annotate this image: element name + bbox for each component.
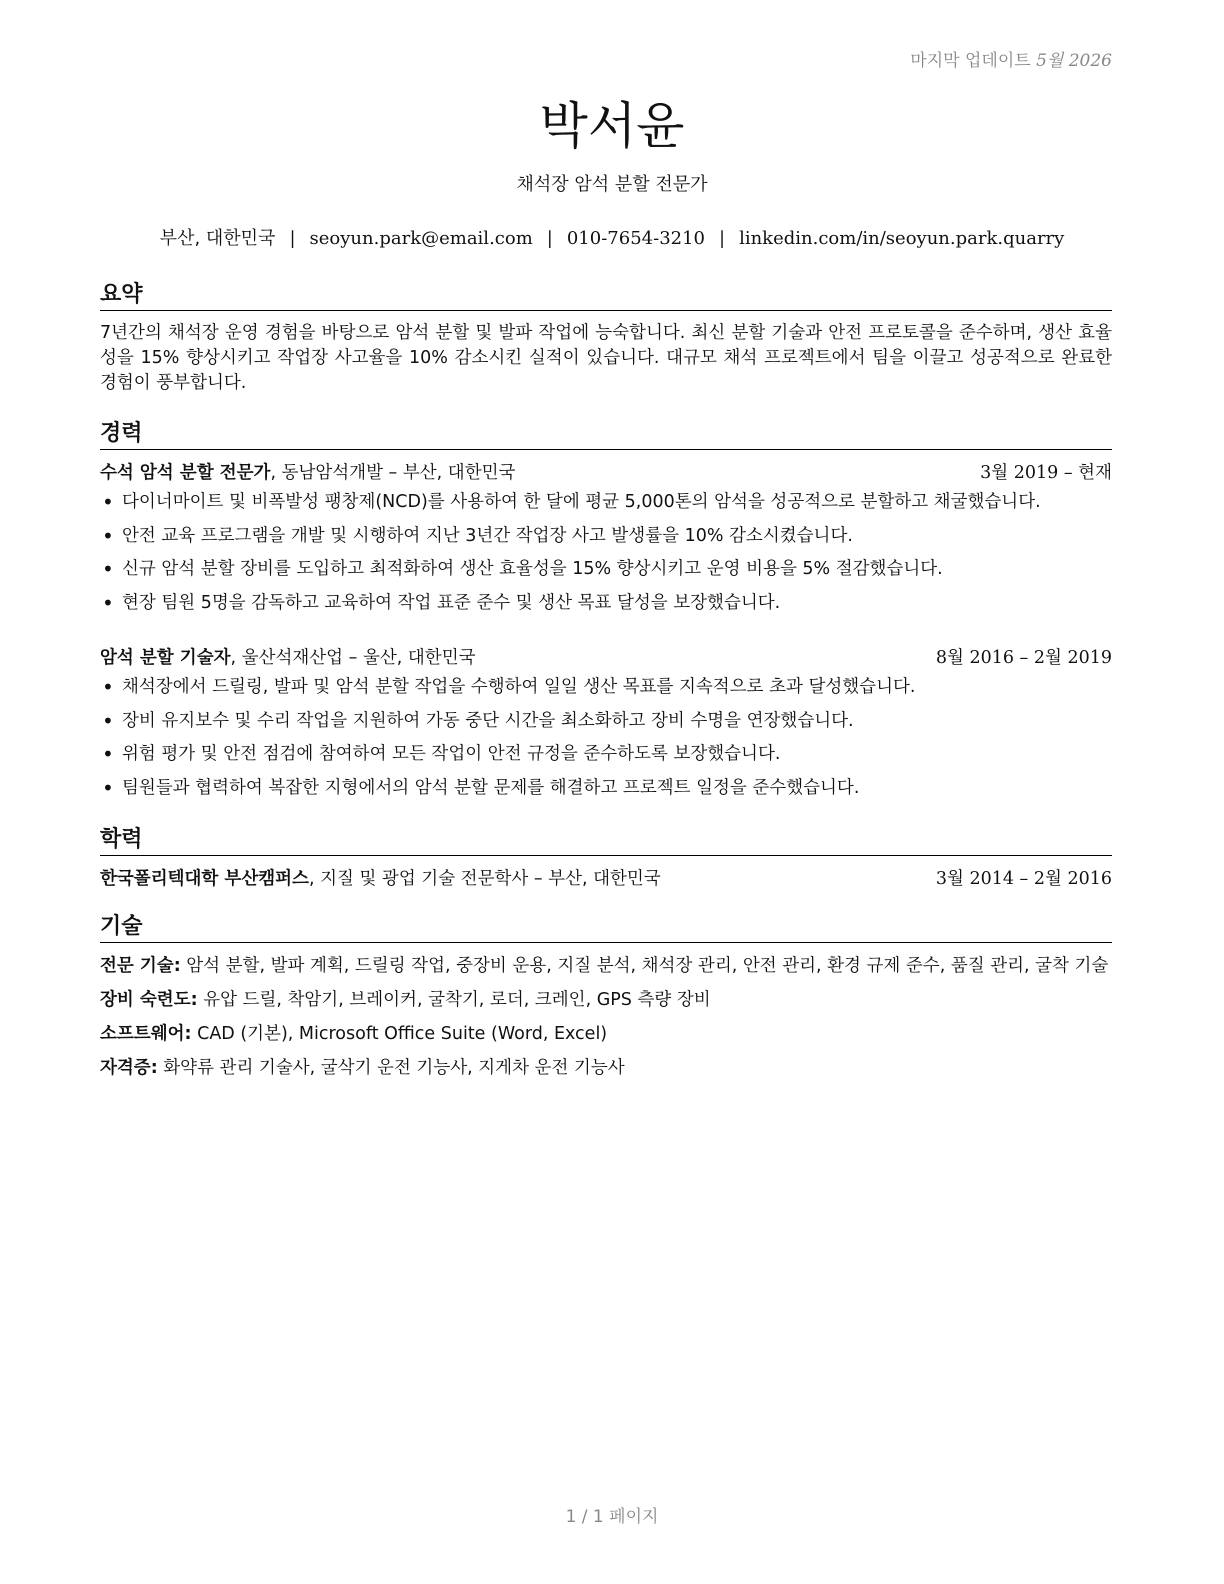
job-entry	[100, 461, 1112, 624]
list-item: • 위험 평가 및 안전 점검에 참여하여 모든 작업이 안전 규정을 준수하도록 보장했습니다.	[100, 742, 1112, 767]
list-item: • 안전 교육 프로그램을 개발 및 시행하여 지난 3년간 작업장 사고 발생률을 10% 감소시켰습니다.	[100, 524, 1112, 549]
skill-label: 자격증:	[100, 1058, 158, 1078]
last-updated: 마지막 업데이트 5월 2026	[910, 51, 1112, 71]
job-header	[100, 646, 1112, 671]
list-item: • 신규 암석 분할 장비를 도입하고 최적화하여 생산 효율성을 15% 향상시키고 운영 비용을 5% 절감했습니다.	[100, 557, 1112, 582]
candidate-name: 박서윤	[539, 97, 685, 155]
list-item: • 현장 팀원 5명을 감독하고 교육하여 작업 표준 준수 및 생산 목표 달성을 보장했습니다.	[100, 591, 1112, 616]
education-dates: 3월 2014 – 2월 2016	[935, 869, 1112, 889]
job-bullets	[100, 490, 1112, 616]
job-dates: 8월 2016 – 2월 2019	[935, 648, 1112, 668]
skill-value: 암석 분할, 발파 계획, 드릴링 작업, 중장비 운용, 지질 분석, 채석장 관리, 안전 관리, 환경 규제 준수, 품질 관리, 굴착 기술	[180, 956, 1109, 976]
candidate-title: 채석장 암석 분할 전문가	[516, 174, 708, 195]
section-title-summary: 요약	[100, 277, 1112, 311]
degree: , 지질 및 광업 기술 전문학사 – 부산, 대한민국	[308, 869, 661, 889]
section-title-experience: 경력	[100, 416, 1112, 450]
skill-row	[100, 1022, 1112, 1047]
contact-phone[interactable]: 010-7654-3210	[566, 228, 705, 249]
contact-line	[0, 224, 1224, 250]
school-name: 한국폴리텍대학 부산캠퍼스	[100, 869, 309, 889]
list-item: • 팀원들과 협력하여 복잡한 지형에서의 암석 분할 문제를 해결하고 프로젝트 일정을 준수했습니다.	[100, 776, 1112, 801]
skill-row	[100, 1056, 1112, 1081]
contact-linkedin[interactable]: linkedin.com/in/seoyun.park.quarry	[739, 228, 1065, 249]
job-dates: 3월 2019 – 현재	[980, 463, 1112, 483]
skill-row	[100, 954, 1112, 979]
summary-text: 7년간의 채석장 운영 경험을 바탕으로 암석 분할 및 발파 작업에 능숙합니다. 최신 분할 기술과 안전 프로토콜을 준수하며, 생산 효율성을 15% 향상시키고 작업장 사고율을 10% 감소시킨 실적이 있습니다. 대규모 채석 프로젝트에서 팀을 이끌고 성공적으로 완료한 경험이 풍부합니다.	[100, 323, 1112, 393]
list-item: • 다이너마이트 및 비폭발성 팽창제(NCD)를 사용하여 한 달에 평균 5,000톤의 암석을 성공적으로 분할하고 채굴했습니다.	[100, 490, 1112, 515]
contact-email[interactable]: seoyun.park@email.com	[309, 228, 533, 249]
job-role: 암석 분할 기술자	[100, 648, 231, 668]
separator: |	[719, 228, 726, 249]
job-org: , 동남암석개발 – 부산, 대한민국	[270, 463, 516, 483]
skill-value: 유압 드릴, 착암기, 브레이커, 굴착기, 로더, 크레인, GPS 측량 장비	[197, 990, 711, 1010]
section-title-skills: 기술	[100, 909, 1112, 943]
separator: |	[546, 228, 553, 249]
education-entry	[100, 867, 1112, 892]
skill-value: 화약류 관리 기술사, 굴삭기 운전 기능사, 지게차 운전 기능사	[157, 1058, 625, 1078]
skill-label: 전문 기술:	[100, 956, 181, 976]
separator: |	[289, 228, 296, 249]
section-title-education: 학력	[100, 822, 1112, 856]
skills-list	[100, 954, 1112, 1090]
skill-label: 장비 숙련도:	[100, 990, 198, 1010]
page-number: 1 / 1 페이지	[565, 1507, 659, 1527]
list-item: • 장비 유지보수 및 수리 작업을 지원하여 가동 중단 시간을 최소화하고 장비 수명을 연장했습니다.	[100, 709, 1112, 734]
skill-label: 소프트웨어:	[100, 1024, 192, 1044]
job-bullets	[100, 675, 1112, 801]
skill-row	[100, 988, 1112, 1013]
job-header	[100, 461, 1112, 486]
job-role: 수석 암석 분할 전문가	[100, 463, 271, 483]
contact-location: 부산, 대한민국	[159, 228, 276, 249]
skill-value: CAD (기본), Microsoft Office Suite (Word, Excel)	[191, 1024, 608, 1044]
list-item: • 채석장에서 드릴링, 발파 및 암석 분할 작업을 수행하여 일일 생산 목표를 지속적으로 초과 달성했습니다.	[100, 675, 1112, 700]
job-org: , 울산석재산업 – 울산, 대한민국	[230, 648, 476, 668]
job-entry	[100, 646, 1112, 809]
